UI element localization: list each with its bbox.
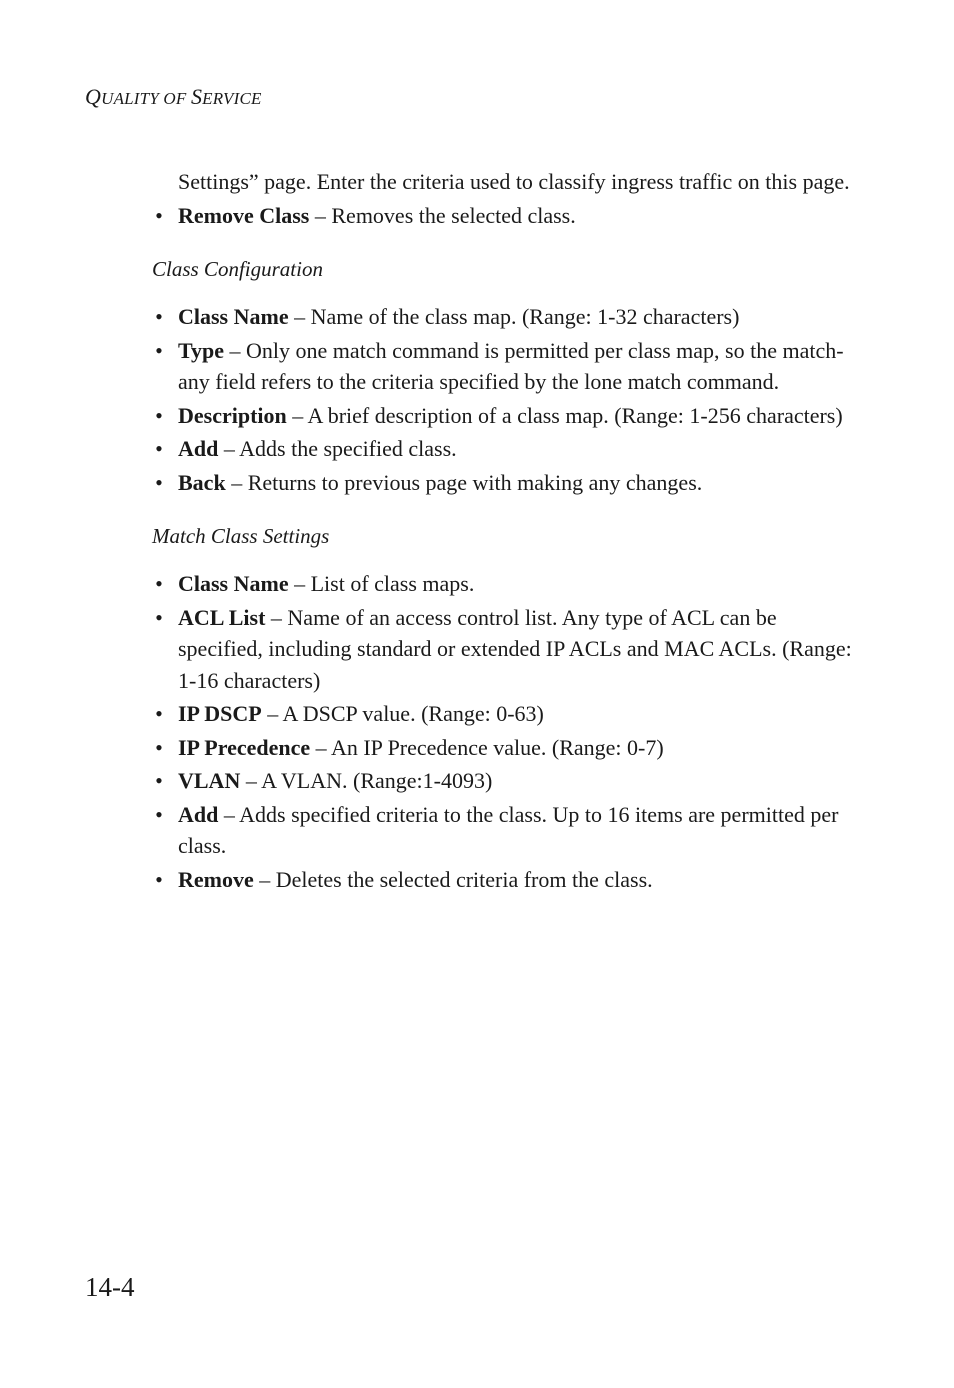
item-term: IP DSCP <box>178 701 262 726</box>
item-description: – Only one match command is permitted per class map, so the match-any field refers to the criteria specified by the lone match command. <box>178 337 844 394</box>
item-description: – Adds specified criteria to the class. Up to 16 items are permitted per class. <box>178 801 839 858</box>
bullet-icon: • <box>155 402 163 428</box>
item-description: – Adds the specified class. <box>218 436 457 461</box>
item-description: – Deletes the selected criteria from the class. <box>253 866 653 892</box>
header-small-caps-1: UALITY OF <box>101 89 191 108</box>
bullet-icon: • <box>155 734 163 760</box>
item-term: Add <box>178 436 219 461</box>
list-item <box>152 732 852 764</box>
bullet-icon: • <box>155 436 163 461</box>
header-small-caps-2: ERVICE <box>202 89 262 108</box>
continuation-paragraph: Settings” page. Enter the criteria used to classify ingress traffic on this page. <box>178 169 850 194</box>
item-description: – Name of the class map. (Range: 1-32 characters) <box>288 304 740 329</box>
running-header <box>85 84 262 110</box>
item-description: – List of class maps. <box>288 571 475 596</box>
section-heading-match-class-settings: Match Class Settings <box>152 524 330 548</box>
bullet-icon: • <box>155 866 163 892</box>
bullet-icon: • <box>155 304 163 329</box>
item-description: – Returns to previous page with making any changes. <box>225 469 703 495</box>
bullet-icon: • <box>155 801 163 827</box>
item-term: Class Name <box>178 304 289 329</box>
class-configuration-list <box>152 301 852 498</box>
item-description: – Removes the selected class. <box>309 202 576 228</box>
intro-bullet-list <box>152 200 852 232</box>
list-item <box>152 467 852 499</box>
list-item <box>152 301 852 333</box>
item-term: VLAN <box>178 768 241 793</box>
list-item <box>152 433 852 465</box>
list-item <box>152 864 852 896</box>
item-description: – Name of an access control list. Any type of ACL can be specified, including standard or extended IP ACLs and MAC ACLs. (Range: 1-16 characters) <box>178 604 852 693</box>
bullet-icon: • <box>155 469 163 495</box>
item-term: Description <box>178 402 287 428</box>
item-term: Type <box>178 337 225 363</box>
bullet-icon: • <box>155 604 163 630</box>
list-item <box>152 200 852 232</box>
list-item <box>152 765 852 797</box>
item-term: Add <box>178 801 219 827</box>
list-item <box>152 799 852 862</box>
header-initial-s: S <box>190 84 203 109</box>
section-heading-class-configuration: Class Configuration <box>152 257 323 281</box>
page-body <box>152 166 852 897</box>
item-description: – A brief description of a class map. (Range: 1-256 characters) <box>286 402 843 428</box>
item-description: – An IP Precedence value. (Range: 0-7) <box>310 734 664 760</box>
item-term: Class Name <box>178 571 289 596</box>
item-term: Remove <box>178 866 254 892</box>
list-item <box>152 400 852 432</box>
item-term: IP Precedence <box>178 734 311 760</box>
bullet-icon: • <box>155 202 163 228</box>
list-item <box>152 335 852 398</box>
item-term: Remove Class <box>178 202 310 228</box>
item-term: Back <box>178 469 226 495</box>
item-description: – A DSCP value. (Range: 0-63) <box>261 701 544 726</box>
bullet-icon: • <box>155 768 163 793</box>
match-class-settings-list <box>152 568 852 895</box>
header-initial-q: Q <box>85 84 102 109</box>
bullet-icon: • <box>155 337 163 363</box>
list-item <box>152 698 852 730</box>
bullet-icon: • <box>155 571 163 596</box>
page-number: 14-4 <box>85 1272 135 1302</box>
list-item <box>152 602 852 697</box>
item-description: – A VLAN. (Range:1-4093) <box>240 768 493 793</box>
bullet-icon: • <box>155 701 163 726</box>
item-term: ACL List <box>178 604 266 630</box>
list-item <box>152 568 852 600</box>
